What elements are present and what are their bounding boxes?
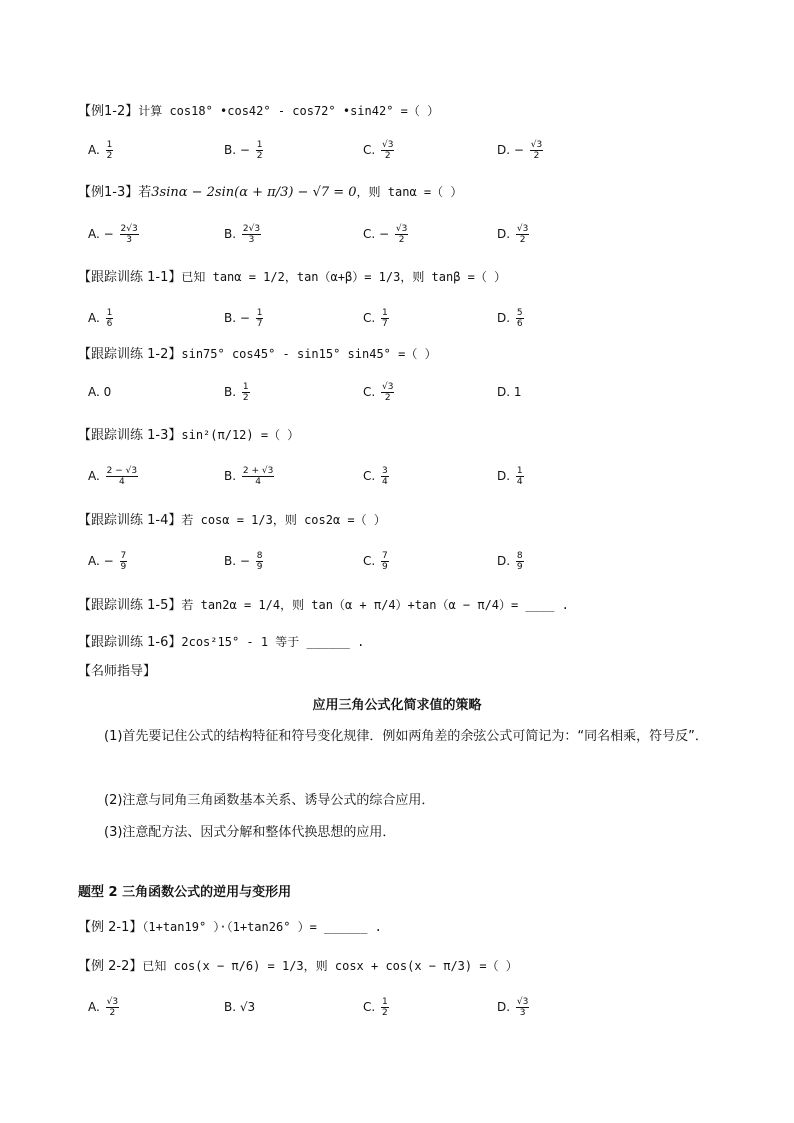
option-value: √3 — [239, 1000, 256, 1014]
option-d — [497, 308, 526, 329]
fraction-denominator: 2 — [242, 393, 249, 403]
option-fraction — [381, 382, 394, 403]
option-a — [88, 140, 115, 161]
option-b — [224, 466, 276, 487]
fraction-denominator: 4 — [382, 477, 388, 487]
question-tr1-6 — [78, 631, 364, 654]
fraction-numerator: 1 — [516, 466, 523, 476]
fraction-denominator: 3 — [519, 1008, 526, 1018]
option-letter: D. — [497, 469, 514, 483]
fraction-numerator: √3 — [106, 997, 119, 1007]
fraction-denominator: 2 — [106, 151, 113, 161]
option-fraction — [381, 466, 389, 487]
fraction-numerator: √3 — [382, 140, 394, 150]
option-fraction — [106, 308, 114, 329]
fraction-denominator: 4 — [119, 477, 125, 487]
question-label: 【跟踪训练 1-6】 — [78, 635, 182, 650]
option-fraction — [120, 224, 139, 245]
question-ex1-2 — [78, 100, 439, 123]
fraction-numerator: 7 — [120, 551, 127, 561]
fraction-denominator: 4 — [255, 477, 261, 487]
option-letter: D. — [497, 227, 514, 241]
option-d — [497, 140, 545, 161]
fraction-denominator: 9 — [516, 562, 523, 572]
question-text: 若 cosα = 1/3，则 cos2α =（ ） — [181, 513, 386, 527]
question-label: 【跟踪训练 1-4】 — [78, 513, 182, 528]
option-fraction — [381, 551, 389, 572]
option-fraction — [106, 997, 119, 1018]
question-ex1-3 — [78, 181, 462, 204]
question-text: sin²(π/12) =（ ） — [181, 428, 300, 442]
option-c — [363, 382, 396, 403]
fraction-denominator: 6 — [516, 319, 523, 329]
option-value: 0 — [103, 385, 112, 399]
fraction-numerator: 1 — [382, 308, 388, 318]
option-letter: B. — [224, 554, 240, 568]
option-letter: C. — [363, 554, 380, 568]
question-formula: 3sinα − 2sin(α + π/3) − √7 = 0 — [151, 185, 357, 200]
fraction-numerator: √3 — [530, 140, 543, 150]
question-text: 2cos²15° - 1 等于 ______ . — [181, 635, 365, 649]
option-letter: A. — [88, 554, 104, 568]
option-letter: B. — [224, 1000, 240, 1014]
fraction-denominator: 2 — [519, 235, 526, 245]
option-b — [224, 997, 255, 1017]
fraction-denominator: 6 — [106, 319, 113, 329]
option-fraction — [381, 997, 389, 1018]
fraction-numerator: 2√3 — [120, 224, 138, 234]
option-sign: − — [239, 143, 254, 157]
option-fraction — [256, 551, 264, 572]
fraction-denominator: 3 — [248, 235, 255, 245]
option-fraction — [256, 140, 264, 161]
option-fraction — [256, 308, 264, 329]
option-d — [497, 997, 531, 1018]
option-fraction — [242, 466, 274, 487]
option-letter: A. — [88, 311, 104, 325]
fraction-numerator: √3 — [382, 382, 394, 392]
question-tr1-5 — [78, 594, 569, 617]
option-letter: B. — [224, 385, 240, 399]
option-letter: A. — [88, 227, 104, 241]
question-ex2-1 — [78, 916, 382, 939]
fraction-numerator: √3 — [516, 224, 529, 234]
option-b — [224, 551, 265, 572]
question-label: 【跟踪训练 1-3】 — [78, 428, 182, 443]
option-d — [497, 551, 526, 572]
option-a — [88, 551, 129, 572]
option-letter: D. — [497, 1000, 514, 1014]
option-c — [363, 224, 410, 245]
fraction-denominator: 3 — [126, 235, 132, 245]
guide-title: 应用三角公式化简求值的策略 — [312, 698, 482, 713]
fraction-numerator: 3 — [382, 466, 388, 476]
option-sign: − — [239, 311, 254, 325]
option-sign: − — [239, 554, 254, 568]
question-text-post: ，则 tanα =（ ） — [356, 185, 463, 199]
option-b — [224, 308, 265, 329]
option-d — [497, 466, 526, 487]
fraction-denominator: 4 — [516, 477, 523, 487]
fraction-numerator: 1 — [106, 308, 113, 318]
fraction-numerator: 1 — [256, 308, 263, 318]
fraction-denominator: 2 — [384, 151, 391, 161]
option-letter: A. — [88, 1000, 104, 1014]
section-heading-type2: 题型 2 三角函数公式的逆用与变形用 — [78, 885, 292, 900]
option-c — [363, 308, 391, 329]
fraction-numerator: 5 — [516, 308, 523, 318]
fraction-numerator: √3 — [395, 224, 408, 234]
fraction-numerator: 1 — [382, 997, 388, 1007]
question-label: 【跟踪训练 1-5】 — [78, 598, 182, 613]
option-letter: C. — [363, 311, 380, 325]
option-b — [224, 382, 252, 403]
question-text: 计算 cos18° •cos42° - cos72° •sin42° =（ ） — [138, 104, 440, 118]
option-fraction — [516, 466, 524, 487]
option-fraction — [516, 997, 529, 1018]
option-letter: C. — [363, 469, 380, 483]
fraction-numerator: 1 — [106, 140, 113, 150]
fraction-denominator: 9 — [382, 562, 388, 572]
fraction-denominator: 2 — [109, 1008, 116, 1018]
option-fraction — [242, 382, 250, 403]
option-fraction — [516, 224, 529, 245]
option-fraction — [516, 551, 524, 572]
question-text: （1+tan19° ）·（1+tan26° ）= ______ . — [142, 920, 382, 934]
option-fraction — [395, 224, 408, 245]
option-d — [497, 224, 531, 245]
question-label: 【跟踪训练 1-2】 — [78, 347, 182, 362]
option-sign: − — [379, 227, 393, 241]
option-letter: D. — [497, 554, 514, 568]
question-text: 已知 cos(x − π/6) = 1/3，则 cosx + cos(x − π/3) =（ ） — [142, 959, 518, 973]
question-tr1-2 — [78, 343, 437, 366]
option-letter: C. — [363, 143, 380, 157]
fraction-numerator: 1 — [256, 140, 263, 150]
option-sign: − — [513, 143, 528, 157]
fraction-numerator: 1 — [242, 382, 249, 392]
fraction-denominator: 7 — [256, 319, 263, 329]
option-c — [363, 466, 391, 487]
option-fraction — [530, 140, 543, 161]
guide-paragraph-3: (3)注意配方法、因式分解和整体代换思想的应用． — [104, 825, 396, 840]
option-letter: C. — [363, 227, 380, 241]
fraction-numerator: 8 — [516, 551, 523, 561]
option-fraction — [381, 308, 389, 329]
option-d — [497, 382, 522, 402]
question-text: sin75° cos45° - sin15° sin45° =（ ） — [181, 347, 437, 361]
option-letter: C. — [363, 385, 380, 399]
fraction-denominator: 9 — [120, 562, 127, 572]
guide-paragraph-1: (1)首先要记住公式的结构特征和符号变化规律．例如两角差的余弦公式可简记为：“同名相乘，符号反”． — [104, 729, 708, 744]
option-sign: − — [103, 554, 118, 568]
fraction-denominator: 2 — [382, 1008, 388, 1018]
option-fraction — [381, 140, 394, 161]
option-fraction — [106, 466, 138, 487]
fraction-numerator: 2√3 — [242, 224, 261, 234]
fraction-denominator: 2 — [533, 151, 540, 161]
option-letter: B. — [224, 469, 240, 483]
option-letter: B. — [224, 311, 240, 325]
option-sign: − — [103, 227, 118, 241]
question-tr1-3 — [78, 424, 299, 447]
guide-label: 【名师指导】 — [78, 664, 157, 679]
question-label: 【例 2-1】 — [78, 920, 143, 935]
fraction-numerator: √3 — [516, 997, 529, 1007]
fraction-denominator: 2 — [384, 393, 391, 403]
option-a — [88, 308, 115, 329]
question-label: 【例1-3】 — [78, 185, 139, 200]
question-label: 【例 2-2】 — [78, 959, 143, 974]
option-a — [88, 997, 121, 1018]
fraction-numerator: 8 — [256, 551, 263, 561]
question-text-pre: 若 — [138, 185, 152, 200]
option-fraction — [120, 551, 128, 572]
fraction-numerator: 2 − √3 — [106, 466, 138, 476]
fraction-denominator: 9 — [256, 562, 263, 572]
option-letter: D. — [497, 143, 514, 157]
option-b — [224, 140, 265, 161]
option-a — [88, 224, 141, 245]
question-label: 【例1-2】 — [78, 104, 139, 119]
fraction-numerator: 7 — [382, 551, 388, 561]
option-b — [224, 224, 263, 245]
question-text: 若 tan2α = 1/4，则 tan（α + π/4）+tan（α − π/4）= ____ . — [181, 598, 569, 612]
option-c — [363, 140, 396, 161]
option-c — [363, 551, 391, 572]
option-letter: C. — [363, 1000, 380, 1014]
option-c — [363, 997, 391, 1018]
option-letter: A. — [88, 385, 104, 399]
option-fraction — [106, 140, 114, 161]
option-fraction — [242, 224, 261, 245]
guide-paragraph-2: (2)注意与同角三角函数基本关系、诱导公式的综合应用． — [104, 793, 435, 808]
question-text: 已知 tanα = 1/2，tan（α+β）= 1/3，则 tanβ =（ ） — [181, 270, 507, 284]
option-fraction — [516, 308, 524, 329]
option-a — [88, 466, 140, 487]
fraction-denominator: 7 — [382, 319, 388, 329]
option-letter: B. — [224, 227, 240, 241]
option-a — [88, 382, 111, 402]
option-letter: A. — [88, 469, 104, 483]
option-letter: B. — [224, 143, 240, 157]
option-letter: A. — [88, 143, 104, 157]
fraction-numerator: 2 + √3 — [242, 466, 274, 476]
fraction-denominator: 2 — [256, 151, 263, 161]
option-letter: D. — [497, 385, 514, 399]
question-tr1-4 — [78, 509, 386, 532]
option-letter: D. — [497, 311, 514, 325]
fraction-denominator: 2 — [398, 235, 405, 245]
option-value: 1 — [513, 385, 522, 399]
question-label: 【跟踪训练 1-1】 — [78, 270, 182, 285]
question-ex2-2 — [78, 955, 518, 978]
question-tr1-1 — [78, 266, 506, 289]
